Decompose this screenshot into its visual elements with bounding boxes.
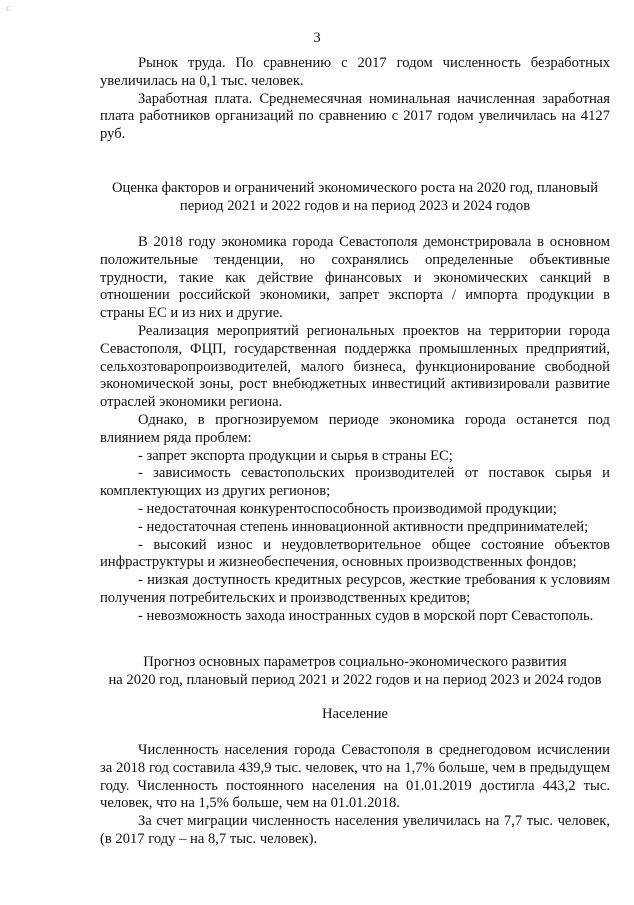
population-section (100, 742, 610, 849)
list-item: - высокий износ и неудовлетворительное общее состояние объектов инфраструктуры и жизнеобеспечения, основных производственных фондов; (100, 536, 610, 571)
population-subheading-text: Население (321, 706, 388, 722)
list-item: - невозможность захода иностранных судов в морской порт Севастополь. (138, 607, 594, 624)
economy-trends-paragraph: В 2018 году экономика города Севастополя демонстрировала в основном положительные тенденции, но сохранялись определенные объективные трудности, такие как действие финансовых и экономических санкций в отношении российской экономики, запрет экспорта / импорта продукции в страны ЕС и из них и другие. (100, 234, 610, 322)
migration-paragraph: За счет миграции численность населения увеличилась на 7,7 тыс. человек, (в 2017 году – на 8,7 тыс. человек). (100, 813, 610, 847)
projects-paragraph: Реализация мероприятий региональных проектов на территории города Севастополя, ФЦП, государственная поддержка промышленных предприятий, сельхозтоваропроизводителей, малого бизнеса, функционирование свободной экономической зоны, рост внебюджетных инвестиций активизировали развитие отраслей экономики региона. (100, 322, 610, 411)
factors-heading-line-1: Оценка факторов и ограничений экономического роста на 2020 год, плановый (111, 180, 599, 196)
labor-wage-section (100, 55, 610, 144)
problems-intro-paragraph: Однако, в прогнозируемом периоде экономика города останется под влиянием ряда проблем: (100, 411, 610, 446)
factors-section (100, 234, 610, 626)
population-subheading (100, 706, 610, 724)
list-item: - запрет экспорта продукции и сырья в страны ЕС; (138, 447, 453, 464)
forecast-heading-line-2: на 2020 год, плановый период 2021 и 2022 годов и на период 2023 и 2024 годов (108, 671, 602, 688)
page-number: 3 (313, 30, 321, 46)
forecast-heading-line-1: Прогноз основных параметров социально-экономического развития (143, 654, 567, 670)
list-item: - зависимость севастопольских производителей от поставок сырья и комплектующих из других регионов; (100, 465, 610, 500)
population-paragraph: Численность населения города Севастополя в среднегодовом исчислении за 2018 год составила 439,9 тыс. человек, что на 1,7% больше, чем в предыдущем году. Численность постоянного населения на 01.01.2019 достигла 443,2 тыс. человек, что на 1,5% больше, чем на 01.01.2018. (100, 742, 610, 812)
list-item: - низкая доступность кредитных ресурсов, жесткие требования к условиям получения потребительских и производственных кредитов; (100, 572, 610, 606)
corner-mark: с (6, 3, 11, 14)
list-item: - недостаточная конкурентоспособность производимой продукции; (138, 500, 557, 517)
list-item: - недостаточная степень инновационной активности предпринимателей; (138, 518, 589, 535)
factors-heading (100, 180, 610, 216)
factors-heading-line-2: период 2021 и 2022 годов и на период 2023 и 2024 годов (179, 197, 531, 214)
labor-market-paragraph: Рынок труда. По сравнению с 2017 годом численность безработных увеличилась на 0,1 тыс. человек. (100, 55, 610, 89)
wage-paragraph: Заработная плата. Среднемесячная номинальная начисленная заработная плата работников организаций по сравнению с 2017 годом увеличилась на 4127 руб. (100, 90, 610, 143)
forecast-heading (100, 654, 610, 690)
